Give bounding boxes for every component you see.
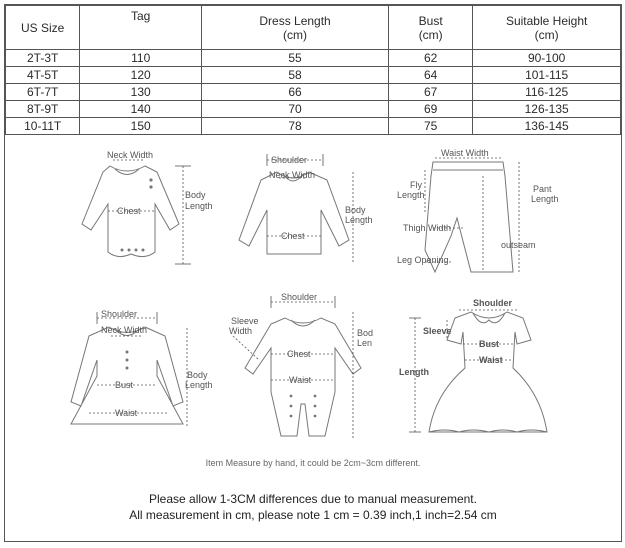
romper-shoulder-label: Shoulder: [281, 292, 318, 302]
cell-bust: 62: [389, 50, 473, 67]
bodysuit-chest-label: Chest: [117, 206, 141, 216]
header-bust: Bust (cm): [389, 6, 473, 50]
cell-bust: 67: [389, 84, 473, 101]
princess-shoulder-label: Shoulder: [473, 298, 513, 308]
cell-us-size: 10-11T: [6, 118, 80, 135]
princess-bust-label: Bust: [479, 339, 499, 349]
shirt-neck-label: Neck Width: [269, 170, 316, 180]
dress-waist-label: Waist: [115, 408, 138, 418]
pants-outseam-label: outseam: [501, 240, 536, 250]
cell-height: 90-100: [473, 50, 621, 67]
dress-bust-label: Bust: [115, 380, 134, 390]
cell-dress-length: 66: [202, 84, 389, 101]
shirt-shoulder-label: Shoulder: [271, 155, 308, 165]
pants-pant-length-label: Length: [531, 194, 559, 204]
dress-diagram: [71, 309, 213, 426]
cell-bust: 69: [389, 101, 473, 118]
cell-dress-length: 58: [202, 67, 389, 84]
table-row: [6, 84, 621, 101]
footer-line-1: Please allow 1-3CM differences due to manual measurement.: [149, 492, 477, 506]
header-us-size: US Size: [6, 6, 80, 50]
pants-thigh-label: Thigh Width: [403, 223, 452, 233]
romper-diagram: [229, 292, 373, 438]
romper-sleeve-width-label: Width: [229, 326, 253, 336]
pants-pant-label: Pant: [533, 184, 552, 194]
princess-dress-diagram: [399, 298, 547, 432]
header-dress-length: Dress Length (cm): [202, 6, 389, 50]
table-row: [6, 50, 621, 67]
dress-shoulder-label: Shoulder: [101, 309, 138, 319]
cell-dress-length: 70: [202, 101, 389, 118]
measure-note: Item Measure by hand, it could be 2cm~3cm different.: [205, 458, 421, 468]
pants-fly-label: Fly: [410, 180, 422, 190]
cell-tag: 110: [80, 50, 202, 67]
cell-dress-length: 55: [202, 50, 389, 67]
romper-body-label: Bod: [357, 328, 374, 338]
measurement-diagrams: [5, 132, 621, 472]
princess-sleeve-label: Sleeve: [423, 326, 452, 336]
romper-length-label: Len: [357, 338, 373, 348]
table-row: [6, 101, 621, 118]
shirt-length-label: Length: [345, 215, 373, 225]
footer-line-2: All measurement in cm, please note 1 cm = 0.39 inch,1 inch=2.54 cm: [129, 508, 497, 522]
bodysuit-diagram: [82, 150, 213, 264]
table-header-row: [6, 6, 621, 50]
pants-diagram: [397, 148, 559, 272]
pants-waist-label: Waist Width: [441, 148, 489, 158]
shirt-chest-label: Chest: [281, 231, 305, 241]
shirt-diagram: [239, 154, 373, 262]
cell-us-size: 8T-9T: [6, 101, 80, 118]
cell-us-size: 4T-5T: [6, 67, 80, 84]
cell-height: 136-145: [473, 118, 621, 135]
cell-bust: 75: [389, 118, 473, 135]
cell-height: 101-115: [473, 67, 621, 84]
footer-note: [5, 491, 621, 523]
cell-tag: 130: [80, 84, 202, 101]
cell-us-size: 6T-7T: [6, 84, 80, 101]
dress-length-label: Length: [185, 380, 213, 390]
princess-length-label: Length: [399, 367, 429, 377]
dress-neck-label: Neck Width: [101, 325, 148, 335]
bodysuit-length-label: Length: [185, 201, 213, 211]
bodysuit-body-label: Body: [185, 190, 206, 200]
shirt-body-label: Body: [345, 205, 366, 215]
princess-waist-label: Waist: [479, 355, 503, 365]
header-suitable-height: Suitable Height (cm): [473, 6, 621, 50]
cell-dress-length: 78: [202, 118, 389, 135]
cell-bust: 64: [389, 67, 473, 84]
dress-body-label: Body: [187, 370, 208, 380]
cell-tag: 150: [80, 118, 202, 135]
pants-fly-length-label: Length: [397, 190, 425, 200]
cell-tag: 140: [80, 101, 202, 118]
header-tag: Tag: [80, 6, 202, 50]
size-chart-sheet: [4, 4, 622, 542]
romper-sleeve-label: Sleeve: [231, 316, 259, 326]
cell-us-size: 2T-3T: [6, 50, 80, 67]
cell-height: 116-125: [473, 84, 621, 101]
bodysuit-neck-label: Neck Width: [107, 150, 154, 160]
table-row: [6, 67, 621, 84]
romper-waist-label: Waist: [289, 375, 312, 385]
cell-tag: 120: [80, 67, 202, 84]
romper-chest-label: Chest: [287, 349, 311, 359]
cell-height: 126-135: [473, 101, 621, 118]
size-table: [5, 5, 621, 135]
pants-leg-label: Leg Opening: [397, 255, 449, 265]
